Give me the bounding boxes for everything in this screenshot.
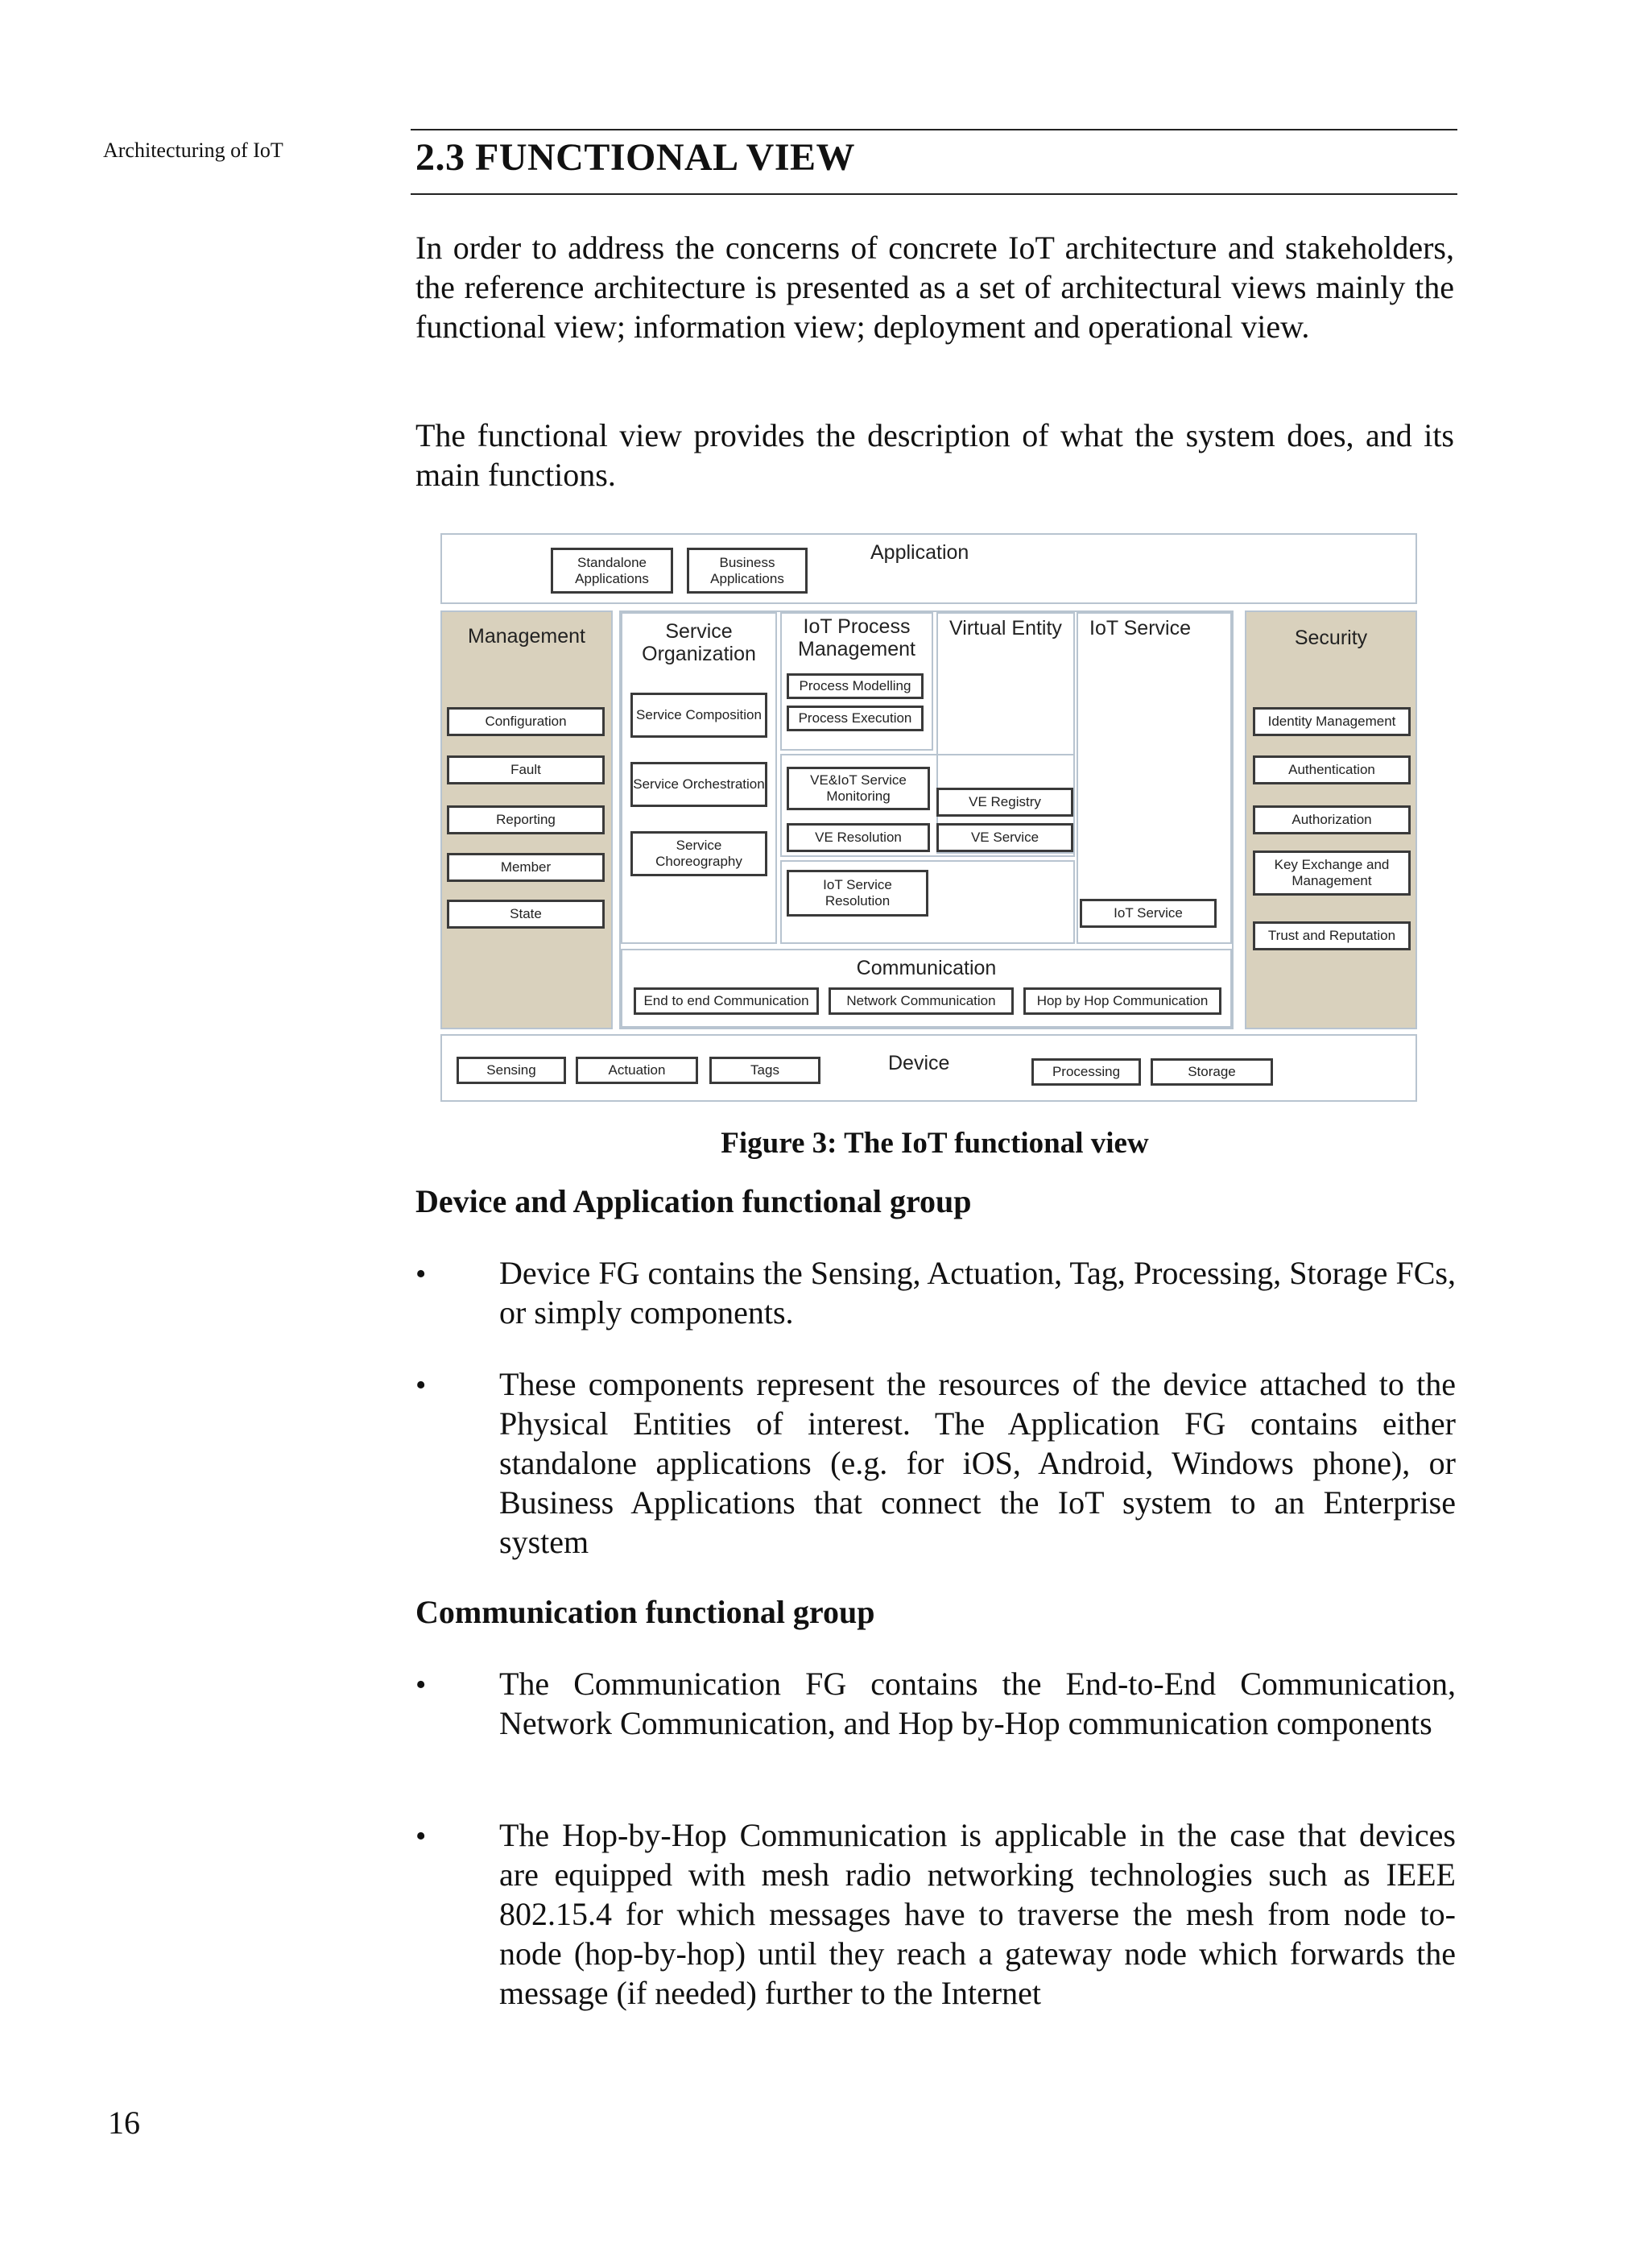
ve-resolution-box: VE Resolution	[787, 823, 930, 852]
actuation-box: Actuation	[576, 1057, 698, 1084]
iot-service-resolution-box: IoT Service Resolution	[787, 870, 928, 917]
intro-paragraph-2: The functional view provides the description of what the system does, and its main functions.	[415, 417, 1454, 493]
bullet-marker: •	[415, 1668, 427, 1702]
process-execution-box: Process Execution	[787, 706, 924, 731]
bullet-marker: •	[415, 1819, 427, 1853]
service-choreography-box: Service Choreography	[630, 831, 767, 876]
device-title: Device	[888, 1052, 950, 1074]
end-to-end-communication-box: End to end Communication	[634, 987, 819, 1015]
bullet-marker: •	[415, 1257, 427, 1291]
ve-service-box: VE Service	[936, 823, 1073, 852]
iot-functional-view-diagram	[440, 533, 1417, 1102]
authorization-box: Authorization	[1253, 805, 1411, 834]
ve-iot-service-monitoring-box: VE&IoT Service Monitoring	[787, 767, 930, 810]
fault-box: Fault	[447, 755, 605, 784]
key-exchange-box: Key Exchange and Management	[1253, 850, 1411, 896]
communication-bullet-1: The Communication FG contains the End-to-End Communication, Network Communication, and Hop by-Hop communication components	[499, 1666, 1456, 1741]
communication-heading: Communication functional group	[415, 1594, 875, 1630]
service-orchestration-box: Service Orchestration	[630, 762, 767, 807]
communication-title: Communication	[856, 957, 997, 979]
sensing-box: Sensing	[457, 1057, 566, 1084]
iot-process-management-title: IoT Process Management	[798, 615, 915, 660]
configuration-box: Configuration	[447, 707, 605, 736]
authentication-box: Authentication	[1253, 755, 1411, 784]
application-layer	[440, 533, 1417, 604]
standalone-applications-box: Standalone Applications	[551, 548, 673, 594]
processing-box: Processing	[1031, 1058, 1141, 1086]
device-layer	[440, 1034, 1417, 1102]
device-bullet-1: Device FG contains the Sensing, Actuation, Tag, Processing, Storage FCs, or simply components.	[499, 1255, 1456, 1331]
intro-paragraph-1: In order to address the concerns of concrete IoT architecture and stakeholders, the reference architecture is presented as a set of architectural views mainly the functional view; information view; deployment and operational view.	[415, 230, 1454, 345]
top-rule	[411, 129, 1457, 130]
central-service-area	[619, 610, 1234, 1029]
iot-process-management-group	[780, 612, 933, 751]
service-organization-group	[621, 612, 777, 944]
communication-bullet-2: The Hop-by-Hop Communication is applicable in the case that devices are equipped with mesh radio networking technologies such as IEEE 802.15.4 for which messages have to traverse the mesh from node to-node (hop-by-hop) until they reach a gateway node which forwards the message (if needed) further to the Internet	[499, 1817, 1456, 2011]
section-title: 2.3 FUNCTIONAL VIEW	[415, 136, 856, 179]
trust-reputation-box: Trust and Reputation	[1253, 921, 1411, 950]
running-header: Architecturing of IoT	[103, 139, 283, 162]
identity-management-box: Identity Management	[1253, 707, 1411, 736]
title-underline	[411, 193, 1457, 195]
state-box: State	[447, 900, 605, 929]
hop-by-hop-communication-box: Hop by Hop Communication	[1023, 987, 1221, 1015]
service-organization-title: Service Organization	[642, 620, 756, 665]
tags-box: Tags	[709, 1057, 820, 1084]
iot-service-group	[1077, 612, 1232, 944]
ve-subgroup	[780, 754, 1075, 857]
reporting-box: Reporting	[447, 805, 605, 834]
network-communication-box: Network Communication	[829, 987, 1014, 1015]
figure-caption: Figure 3: The IoT functional view	[721, 1127, 1149, 1160]
process-modelling-box: Process Modelling	[787, 673, 924, 699]
service-composition-box: Service Composition	[630, 693, 767, 738]
iot-service-title: IoT Service	[1089, 617, 1191, 639]
storage-box: Storage	[1151, 1058, 1273, 1086]
communication-group	[621, 949, 1232, 1028]
iot-service-resolution-area	[780, 860, 1075, 944]
bullet-marker: •	[415, 1368, 427, 1402]
business-applications-box: Business Applications	[687, 548, 808, 594]
application-title: Application	[870, 541, 969, 564]
virtual-entity-title: Virtual Entity	[949, 617, 1062, 639]
ve-registry-box: VE Registry	[936, 788, 1073, 817]
security-group	[1245, 610, 1417, 1029]
security-title: Security	[1294, 627, 1368, 649]
page-number: 16	[108, 2105, 140, 2141]
management-group	[440, 610, 613, 1029]
management-title: Management	[468, 625, 585, 648]
member-box: Member	[447, 853, 605, 882]
device-application-heading: Device and Application functional group	[415, 1183, 972, 1219]
iot-service-box: IoT Service	[1080, 899, 1217, 928]
device-bullet-2: These components represent the resources of the device attached to the Physical Entities of interest. The Application FG contains either standalone applications (e.g. for iOS, Android, Windows phone), or Business Applications that connect the IoT system to an Enterprise system	[499, 1366, 1456, 1560]
